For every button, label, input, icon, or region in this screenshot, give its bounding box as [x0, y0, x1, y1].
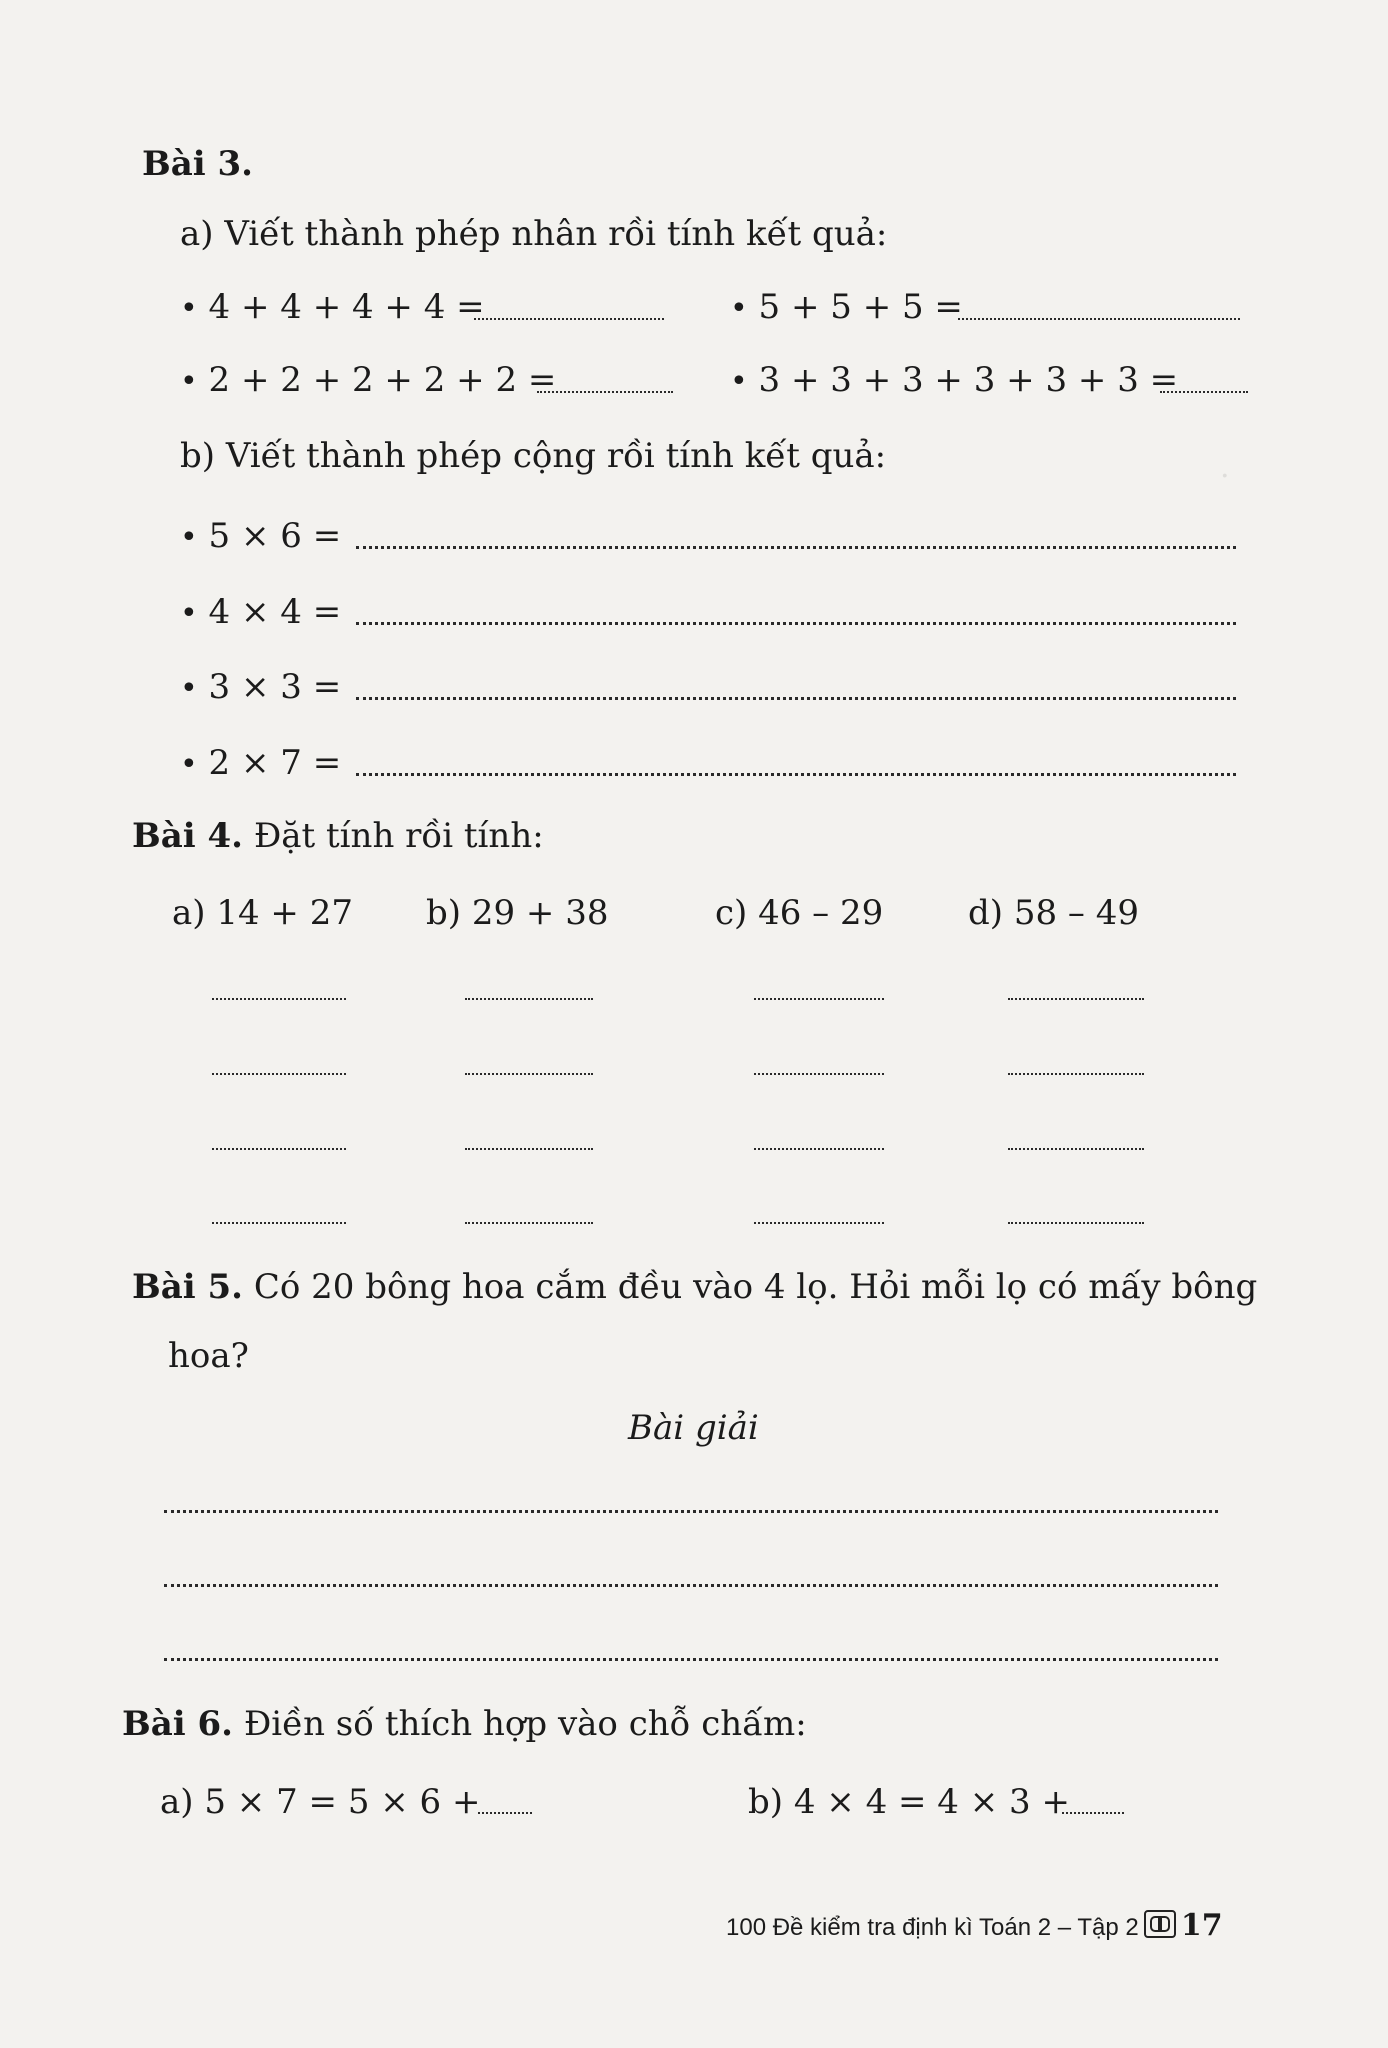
solution-label: Bài giải — [628, 1408, 759, 1448]
exercise-4-item-d: d) 58 – 49 — [968, 893, 1139, 933]
answer-line[interactable] — [356, 773, 1236, 776]
publisher-logo-icon — [1144, 1910, 1176, 1938]
page-number: 17 — [1180, 1908, 1223, 1943]
working-line[interactable] — [1008, 1222, 1144, 1224]
exercise-3a-item-1: • 4 + 4 + 4 + 4 = — [180, 287, 485, 327]
exercise-3b-instruction: b) Viết thành phép cộng rồi tính kết quả: — [180, 436, 887, 476]
exercise-4-title: Bài 4. — [132, 816, 244, 856]
solution-line[interactable] — [164, 1584, 1218, 1587]
answer-blank[interactable] — [958, 318, 1240, 320]
answer-line[interactable] — [356, 546, 1236, 549]
answer-blank[interactable] — [478, 1812, 532, 1814]
exercise-5-question: Bài 5. Có 20 bông hoa cắm đều vào 4 lọ. Hỏi mỗi lọ có mấy bông — [132, 1267, 1258, 1307]
exercise-6-item-b: b) 4 × 4 = 4 × 3 + — [748, 1782, 1070, 1822]
answer-blank[interactable] — [1062, 1812, 1124, 1814]
working-line[interactable] — [465, 1148, 593, 1150]
exercise-3a-item-4: • 3 + 3 + 3 + 3 + 3 + 3 = — [730, 360, 1179, 400]
bullet-icon: • — [730, 364, 748, 399]
page-footer — [726, 1908, 1223, 1943]
working-line[interactable] — [212, 998, 346, 1000]
working-line[interactable] — [212, 1148, 346, 1150]
working-line[interactable] — [754, 1222, 884, 1224]
exercise-4-heading — [132, 816, 544, 856]
exercise-3b-item-1: • 5 × 6 = — [180, 516, 342, 556]
exercise-3b-item-3: • 3 × 3 = — [180, 667, 342, 707]
working-line[interactable] — [754, 1073, 884, 1075]
bullet-icon: • — [180, 747, 198, 782]
book-title: 100 Đề kiểm tra định kì Toán 2 – Tập 2 — [726, 1914, 1139, 1941]
bullet-icon: • — [180, 291, 198, 326]
exercise-3b-item-2: • 4 × 4 = — [180, 592, 342, 632]
exercise-3a-item-2: • 5 + 5 + 5 = — [730, 287, 963, 327]
bullet-icon: • — [180, 671, 198, 706]
solution-line[interactable] — [164, 1658, 1218, 1661]
working-line[interactable] — [1008, 1073, 1144, 1075]
exercise-4-item-c: c) 46 – 29 — [715, 893, 884, 933]
exercise-3b-item-4: • 2 × 7 = — [180, 743, 342, 783]
working-line[interactable] — [1008, 998, 1144, 1000]
exercise-3a-item-3: • 2 + 2 + 2 + 2 + 2 = — [180, 360, 557, 400]
bullet-icon: • — [180, 520, 198, 555]
exercise-3a-instruction: a) Viết thành phép nhân rồi tính kết quả: — [180, 214, 888, 254]
exercise-4-item-b: b) 29 + 38 — [426, 893, 609, 933]
solution-line[interactable] — [164, 1510, 1218, 1513]
show-through-text: . — [1220, 450, 1230, 485]
bullet-icon: • — [180, 596, 198, 631]
exercise-6-heading — [122, 1704, 807, 1744]
exercise-6-item-a: a) 5 × 7 = 5 × 6 + — [160, 1782, 481, 1822]
working-line[interactable] — [465, 998, 593, 1000]
working-line[interactable] — [465, 1073, 593, 1075]
working-line[interactable] — [1008, 1148, 1144, 1150]
exercise-4-item-a: a) 14 + 27 — [172, 893, 353, 933]
bullet-icon: • — [730, 291, 748, 326]
answer-line[interactable] — [356, 622, 1236, 625]
working-line[interactable] — [754, 1148, 884, 1150]
exercise-3-title: Bài 3. — [142, 144, 254, 184]
working-line[interactable] — [212, 1073, 346, 1075]
working-line[interactable] — [212, 1222, 346, 1224]
answer-blank[interactable] — [1160, 391, 1248, 393]
exercise-6-instruction: Điền số thích hợp vào chỗ chấm: — [243, 1704, 807, 1744]
exercise-5-question-continued: hoa? — [168, 1336, 249, 1376]
working-line[interactable] — [465, 1222, 593, 1224]
exercise-5-title: Bài 5. — [132, 1267, 244, 1307]
bullet-icon: • — [180, 364, 198, 399]
working-line[interactable] — [754, 998, 884, 1000]
answer-blank[interactable] — [474, 318, 664, 320]
exercise-6-title: Bài 6. — [122, 1704, 234, 1744]
answer-line[interactable] — [356, 697, 1236, 700]
exercise-4-instruction: Đặt tính rồi tính: — [253, 816, 544, 856]
answer-blank[interactable] — [537, 391, 673, 393]
